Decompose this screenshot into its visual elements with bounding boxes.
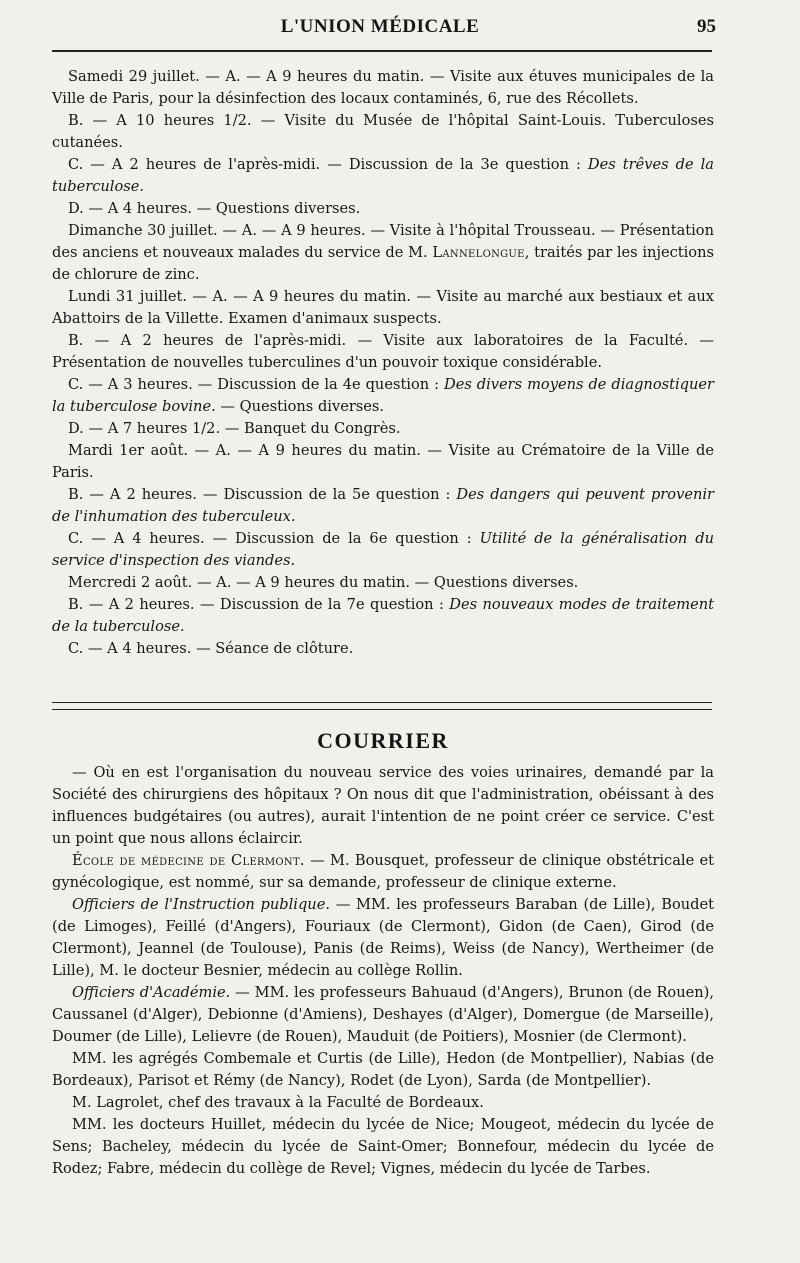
page-number: 95	[697, 16, 716, 37]
courrier-school-name: École de médecine de Clermont.	[72, 852, 305, 869]
courrier-section	[52, 762, 714, 1180]
program-mardi-b	[52, 484, 714, 528]
courrier-paragraph-lagrolet: M. Lagrolet, chef des travaux à la Faculté de Bordeaux.	[72, 1094, 484, 1111]
program-mercredi-b-prefix: B. — A 2 heures. — Discussion de la 7e question :	[68, 596, 450, 613]
program-samedi-d: D. — A 4 heures. — Questions diverses.	[68, 200, 361, 217]
program-lundi-c-topic: Des divers moyens de diagnostiquer la tuberculose bovine.	[52, 376, 714, 415]
program-samedi	[52, 66, 714, 110]
courrier-paragraph-docteurs: MM. les docteurs Huillet, médecin du lycée de Nice; Mougeot, médecin du lycée de Sens; Bacheley, médecin du lycée de Saint-Omer; Bonnefour, médecin du lycée de Rodez; Fabre, médecin du collège de Revel; Vignes, médecin du lycée de Tarbes.	[52, 1116, 714, 1177]
program-lundi-b: B. — A 2 heures de l'après-midi. — Visite aux laboratoires de la Faculté. — Présentation de nouvelles tuberculines d'un pouvoir toxique considérable.	[52, 332, 714, 371]
courrier-academie-text: — MM. les professeurs Bahuaud (d'Angers), Brunon (de Rouen), Caussanel (d'Alger), Debionne (d'Amiens), Deshayes (d'Alger), Domergue (de Marseille), Doumer (de Lille), Lelievre (de Rouen), Mauduit (de Poitiers), Mosnier (de Clermont).	[52, 984, 714, 1045]
courrier-paragraph-academie	[52, 982, 714, 1048]
courrier-instruction-label: Officiers de l'Instruction publique.	[72, 896, 330, 913]
courrier-academie-label: Officiers d'Académie.	[72, 984, 231, 1001]
courrier-paragraph-clermont	[52, 850, 714, 894]
program-samedi-c-topic: Des trêves de la tuberculose.	[52, 156, 714, 195]
courrier-heading: COURRIER	[317, 728, 449, 753]
congress-program	[52, 66, 714, 660]
program-mardi-c	[52, 528, 714, 572]
top-rule	[52, 50, 712, 52]
program-mardi-c-topic: Utilité de la généralisation du service d'inspection des viandes.	[52, 530, 714, 569]
program-mardi-c-prefix: C. — A 4 heures. — Discussion de la 6e question :	[68, 530, 480, 547]
program-mardi-b-prefix: B. — A 2 heures. — Discussion de la 5e question :	[68, 486, 457, 503]
section-divider	[52, 702, 712, 710]
program-lundi-c	[52, 374, 714, 418]
courrier-paragraph-instruction	[52, 894, 714, 982]
program-dimanche-prefix: Dimanche 30 juillet. — A. — A 9 heures. — Visite à l'hôpital Trousseau. — Présentation des anciens et nouveaux malades du service de M.	[52, 222, 714, 261]
program-lundi-d: D. — A 7 heures 1/2. — Banquet du Congrès.	[68, 420, 401, 437]
running-head	[50, 16, 716, 42]
program-dimanche	[52, 220, 714, 286]
program-mercredi-c: C. — A 4 heures. — Séance de clôture.	[68, 640, 354, 657]
program-samedi-day: Samedi 29 juillet. — A. —	[68, 68, 267, 85]
courrier-clermont-text: — M. Bousquet, professeur de clinique obstétricale et gynécologique, est nommé, sur sa demande, professeur de clinique externe.	[52, 852, 714, 891]
courrier-paragraph-agreges: MM. les agrégés Combemale et Curtis (de Lille), Hedon (de Montpellier), Nabias (de Bordeaux), Parisot et Rémy (de Nancy), Rodet (de Lyon), Sarda (de Montpellier).	[52, 1050, 714, 1089]
program-samedi-text: A 9 heures du matin. — Visite aux étuves municipales de la Ville de Paris, pour la désinfection des locaux contaminés, 6, rue des Récollets.	[52, 68, 714, 107]
program-samedi-c	[52, 154, 714, 198]
program-lundi-c-prefix: C. — A 3 heures. — Discussion de la 4e question :	[68, 376, 444, 393]
program-samedi-c-prefix: C. — A 2 heures de l'après-midi. — Discussion de la 3e question :	[68, 156, 588, 173]
program-lundi: Lundi 31 juillet. — A. — A 9 heures du matin. — Visite au marché aux bestiaux et aux Abattoirs de la Villette. Examen d'animaux suspects.	[52, 288, 714, 327]
courrier-instruction-text: — MM. les professeurs Baraban (de Lille), Boudet (de Limoges), Feillé (d'Angers), Fouriaux (de Clermont), Gidon (de Caen), Girod (de Clermont), Jeannel (de Toulouse), Panis (de Reims), Weiss (de Nancy), Wertheimer (de Lille), M. le docteur Besnier, médecin au collège Rollin.	[52, 896, 714, 979]
program-mardi: Mardi 1er août. — A. — A 9 heures du matin. — Visite au Crématoire de la Ville de Paris.	[52, 442, 714, 481]
journal-title: L'UNION MÉDICALE	[280, 16, 480, 37]
courrier-paragraph-urinaires: — Où en est l'organisation du nouveau service des voies urinaires, demandé par la Société des chirurgiens des hôpitaux ? On nous dit que l'administration, obéissant à des influences budgétaires (ou autres), aurait l'intention de ne point créer ce service. C'est un point que nous allons éclaircir.	[52, 764, 714, 847]
program-mardi-b-topic: Des dangers qui peuvent provenir de l'inhumation des tuberculeux.	[52, 486, 714, 525]
program-dimanche-suffix: , traités par les injections de chlorure de zinc.	[52, 244, 714, 283]
program-mercredi-b-topic: Des nouveaux modes de traitement de la tuberculose.	[52, 596, 715, 635]
program-dimanche-name: Lannelongue	[432, 244, 525, 261]
program-mercredi: Mercredi 2 août. — A. — A 9 heures du matin. — Questions diverses.	[68, 574, 579, 591]
program-samedi-b: B. — A 10 heures 1/2. — Visite du Musée de l'hôpital Saint-Louis. Tuberculoses cutanées.	[52, 112, 714, 151]
program-mercredi-b	[52, 594, 714, 638]
program-lundi-c-suffix: — Questions diverses.	[215, 398, 385, 415]
